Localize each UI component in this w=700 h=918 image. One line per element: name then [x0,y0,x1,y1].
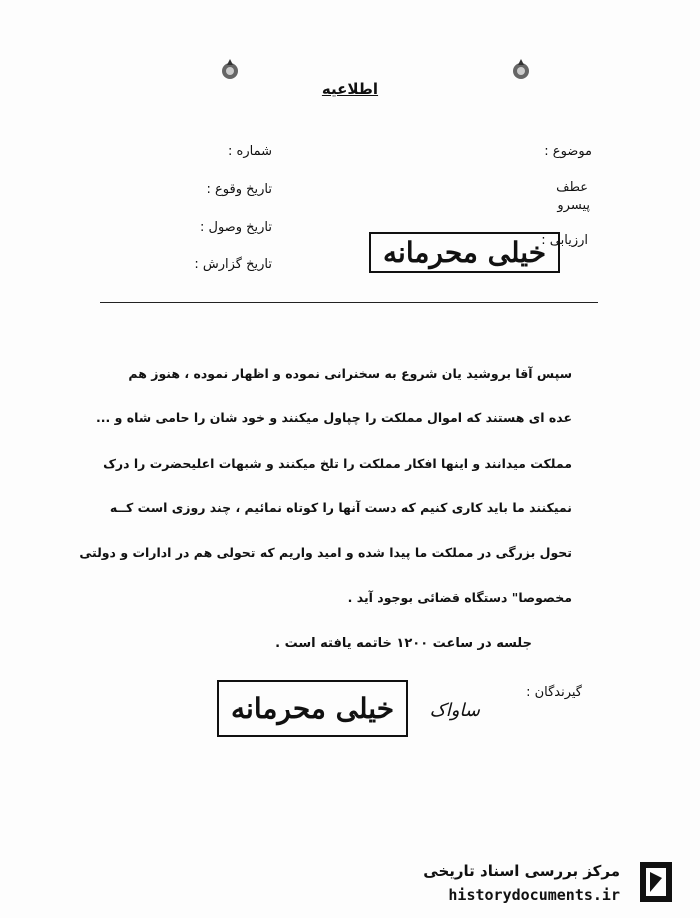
watermark-logo-icon [634,858,678,908]
body-line: مخصوصا" دستگاه قضائی بوجود آید . [347,590,572,605]
closing-line: جلسه در ساعت ۱۲۰۰ خاتمه یافته است . [275,636,532,651]
occurrence-date-label: تاریخ وقوع : [206,182,272,197]
emblem-icon [217,56,243,82]
document-title: اطلاعیه [321,80,379,98]
recipients-value: ساواک [429,700,480,721]
body-line: مملکت میدانند و اینها افکار مملکت را تلخ میکنند و شبهات اعلیحضرت را درک [103,456,572,471]
body-line: سپس آقا بروشید یان شروع به سخنرانی نموده و اظهار نموده ، هنوز هم [128,366,572,381]
body-line: تحول بزرگی در مملکت ما پیدا شده و امید واریم که تحولی هم در ادارات و دولتی [79,545,572,560]
precedent-label: پیسرو [557,198,590,213]
report-date-label: تاریخ گزارش : [194,257,272,272]
recipients-label: گیرندگان : [526,685,582,700]
subject-label: موضوع : [544,144,592,159]
watermark-title: مرکز بررسی اسناد تاریخی [423,862,620,880]
body-line: نمیکنند ما باید کاری کنیم که دست آنها را کوتاه نمائیم ، چند روزی است کــه [109,500,572,515]
watermark-url: historydocuments.ir [448,886,620,904]
divider [100,302,598,303]
emblem-icon [508,56,534,82]
reference-label: عطف [556,180,588,195]
body-line: عده ای هستند که اموال مملکت را چپاول میکنند و خود شان را حامی شاه و ... [96,410,572,425]
receipt-date-label: تاریخ وصول : [200,220,272,235]
classification-stamp: خیلی محرمانه [217,680,408,737]
evaluation-label: ارزیابی : [541,233,588,248]
classification-stamp: خیلی محرمانه [369,232,560,273]
number-label: شماره : [228,144,272,159]
